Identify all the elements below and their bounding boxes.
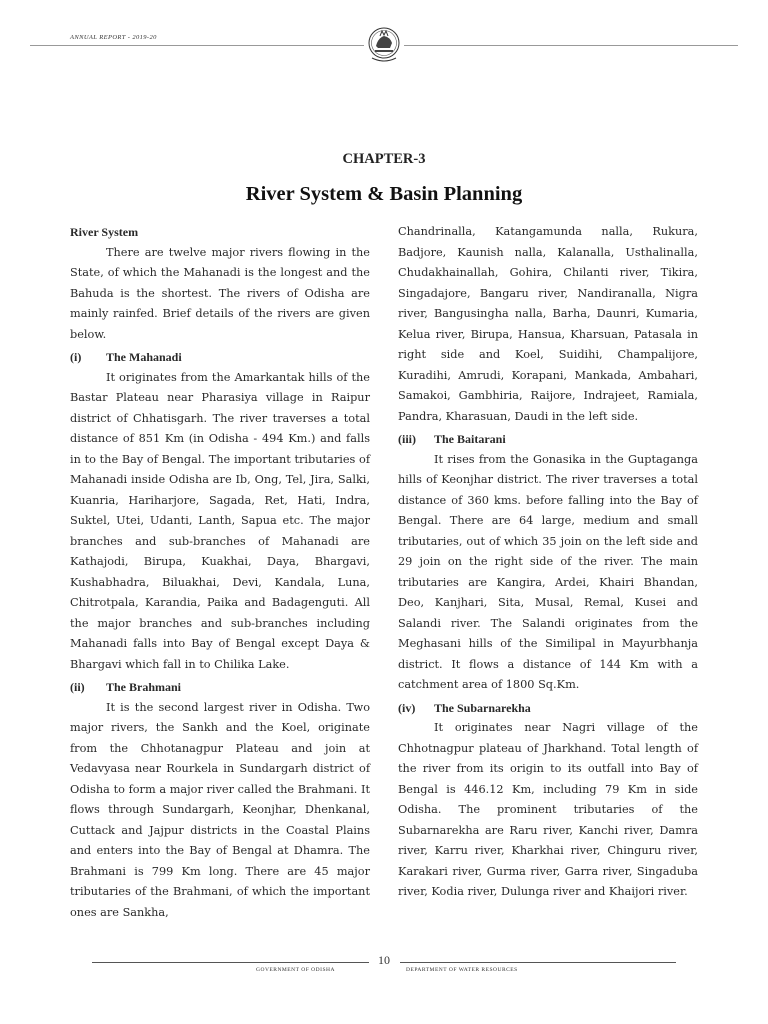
mahanadi-number: (i) (70, 350, 82, 364)
odisha-state-emblem-icon (364, 24, 404, 66)
subarnarekha-heading (398, 698, 698, 719)
brahmani-number: (ii) (70, 680, 85, 694)
brahmani-paragraph: It is the second largest river in Odisha. Two major rivers, the Sankh and the Koel, originate from the Chhotanagpur Plateau and join at Vedavyasa near Rourkela in Sundargarh district of Odisha to form a major river called the Brahmani. It flows through Sundargarh, Keonjhar, Dhenkanal, Cuttack and Jajpur districts in the Coastal Plains and enters into the Bay of Bengal at Dhamra. The Brahmani is 799 Km long. There are 45 major tributaries of the Brahmani, of which the important ones are Sankha, (70, 700, 370, 919)
right-column (398, 222, 698, 903)
page-number: 10 (378, 953, 390, 967)
baitarani-heading (398, 429, 698, 450)
subarnarekha-paragraph: It originates near Nagri village of the Chhotnagpur plateau of Jharkhand. Total length of the river from its origin to its outfall into Bay of Bengal is 446.12 Km, including 79 Km in side Odisha. The prominent tributaries of the Subarnarekha are Raru river, Kanchi river, Damra river, Karru river, Kharkhai river, Chinguru river, Karakari river, Gurma river, Garra river, Singaduba river, Kodia river, Dulunga river and Khaijori river. (398, 721, 698, 898)
footer-divider-right (400, 962, 676, 963)
mahanadi-title: The Mahanadi (106, 350, 182, 364)
chapter-label: CHAPTER-3 (342, 151, 426, 167)
intro-paragraph: There are twelve major rivers flowing in the State, of which the Mahanadi is the longest and the Bahuda is the shortest. The rivers of Odisha are mainly rainfed. Brief details of the rivers are given below. (70, 245, 370, 341)
footer-government: GOVERNMENT OF ODISHA (256, 967, 335, 973)
brahmani-title: The Brahmani (106, 680, 182, 694)
subarnarekha-title: The Subarnarekha (434, 700, 531, 715)
river-system-heading: River System (70, 225, 139, 239)
page-title: River System & Basin Planning (245, 183, 523, 205)
brahmani-continued-paragraph: Chandrinalla, Katangamunda nalla, Rukura, Badjore, Kaunish nalla, Kalanalla, Usthalinalla, Chudakhainallah, Gohira, Chilanti river, Tikira, Singadajore, Bangaru river, Nandiranalla, Nigra river, Bangusingha nalla, Barha, Daunri, Kumaria, Kelua river, Birupa, Hansua, Kharsuan, Patasala in right side and Koel, Suidihi, Champalijore, Kuradihi, Amrudi, Korapani, Mankada, Ambahari, Samakoi, Gambhiria, Raijore, Indrajeet, Ramiala, Pandra, Kharasuan, Daudi in the left side. (398, 225, 698, 423)
baitarani-paragraph: It rises from the Gonasika in the Guptaganga hills of Keonjhar district. The river traverses a total distance of 360 kms. before falling into the Bay of Bengal. There are 64 large, medium and small tributaries, out of which 35 join on the left side and 29 join on the right side of the river. The main tributaries are Kangira, Ardei, Khairi Bhandan, Deo, Kanjhari, Sita, Musal, Remal, Kusei and Salandi river. The Salandi originates from the Meghasani hills of the Similipal in Mayurbhanja district. It flows a distance of 144 Km with a catchment area of 1800 Sq.Km. (398, 452, 698, 691)
footer-department: DEPARTMENT OF WATER RESOURCES (406, 967, 518, 973)
report-header: ANNUAL REPORT - 2019-20 (70, 34, 157, 41)
subarnarekha-number: (iv) (398, 700, 416, 715)
mahanadi-paragraph: It originates from the Amarkantak hills of the Bastar Plateau near Pharasiya village in Raipur district of Chhatisgarh. The river traverses a total distance of 851 Km (in Odisha - 494 Km.) and falls in to the Bay of Bengal. The important tributaries of Mahanadi inside Odisha are Ib, Ong, Tel, Jira, Salki, Kuanria, Hariharjore, Sagada, Ret, Hati, Indra, Suktel, Utei, Udanti, Lanth, Sapua etc. The major branches and sub-branches of Mahanadi are Kathajodi, Birupa, Kuakhai, Daya, Bhargavi, Kushabhadra, Biluakhai, Devi, Kandala, Luna, Chitrotpala, Karandia, Paika and Badagenguti. All the major branches and sub-branches including Mahanadi falls into Bay of Bengal except Daya & Bhargavi which fall in to Chilika Lake. (70, 370, 370, 671)
baitarani-number: (iii) (398, 432, 416, 446)
baitarani-title: The Baitarani (434, 432, 506, 446)
left-column (70, 222, 370, 923)
footer-divider-left (92, 962, 369, 963)
mahanadi-heading (70, 347, 370, 368)
brahmani-heading (70, 677, 370, 698)
